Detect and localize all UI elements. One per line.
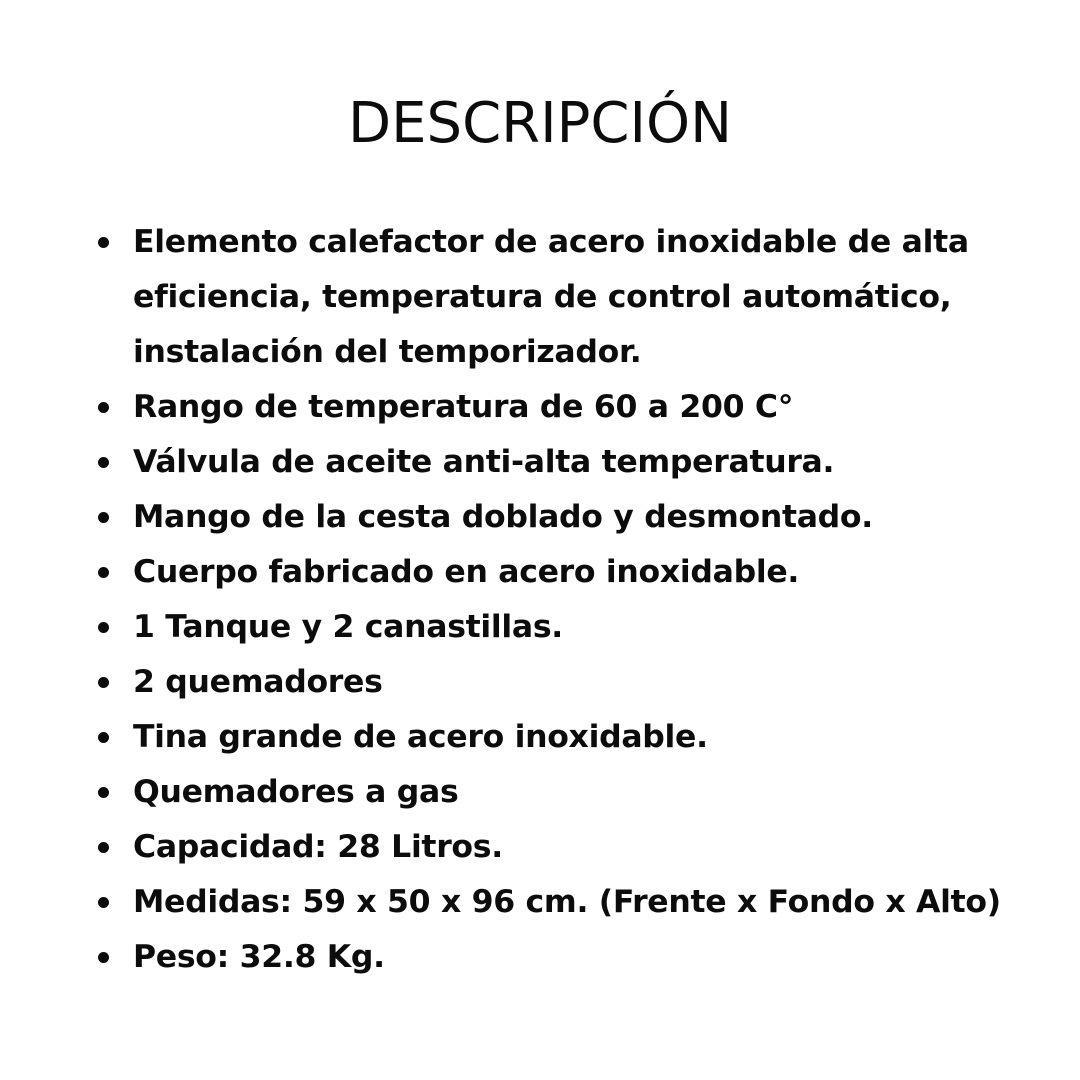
list-item-text: Medidas: 59 x 50 x 96 cm. (Frente x Fondo x Alto) bbox=[133, 884, 1001, 920]
list-item-text: Válvula de aceite anti-alta temperatura. bbox=[133, 444, 835, 480]
list-item-text: instalación del temporizador. bbox=[133, 334, 642, 370]
bullet-icon bbox=[98, 842, 109, 853]
list-item-text: Cuerpo fabricado en acero inoxidable. bbox=[133, 554, 800, 590]
list-item-text: Tina grande de acero inoxidable. bbox=[133, 719, 708, 755]
list-item bbox=[0, 490, 1080, 545]
list-item bbox=[0, 930, 1080, 985]
list-item-text: eficiencia, temperatura de control automático, bbox=[133, 279, 952, 315]
list-item bbox=[0, 875, 1080, 930]
list-item bbox=[0, 820, 1080, 875]
bullet-icon bbox=[98, 952, 109, 963]
list-item-text: 2 quemadores bbox=[133, 664, 383, 700]
page-title: DESCRIPCIÓN bbox=[348, 91, 732, 156]
bullet-icon bbox=[98, 457, 109, 468]
list-item bbox=[0, 765, 1080, 820]
list-item bbox=[0, 380, 1080, 435]
bullet-icon bbox=[98, 897, 109, 908]
list-item-text: Mango de la cesta doblado y desmontado. bbox=[133, 499, 873, 535]
list-item bbox=[0, 655, 1080, 710]
list-item bbox=[0, 435, 1080, 490]
list-item-text: 1 Tanque y 2 canastillas. bbox=[133, 609, 563, 645]
bullet-icon bbox=[98, 402, 109, 413]
bullet-icon bbox=[98, 237, 109, 248]
list-item-text: Capacidad: 28 Litros. bbox=[133, 829, 503, 865]
bullet-icon bbox=[98, 732, 109, 743]
list-item-text: Quemadores a gas bbox=[133, 774, 459, 810]
bullet-icon bbox=[98, 512, 109, 523]
list-item bbox=[0, 545, 1080, 600]
list-item-text: Elemento calefactor de acero inoxidable de alta bbox=[133, 224, 969, 260]
bullet-icon bbox=[98, 677, 109, 688]
list-item-text: Peso: 32.8 Kg. bbox=[133, 939, 385, 975]
feature-list bbox=[0, 215, 1080, 985]
bullet-icon bbox=[98, 622, 109, 633]
list-item-text: Rango de temperatura de 60 a 200 C° bbox=[133, 389, 794, 425]
list-item bbox=[0, 215, 1080, 380]
list-item bbox=[0, 710, 1080, 765]
list-item bbox=[0, 600, 1080, 655]
bullet-icon bbox=[98, 787, 109, 798]
bullet-icon bbox=[98, 567, 109, 578]
